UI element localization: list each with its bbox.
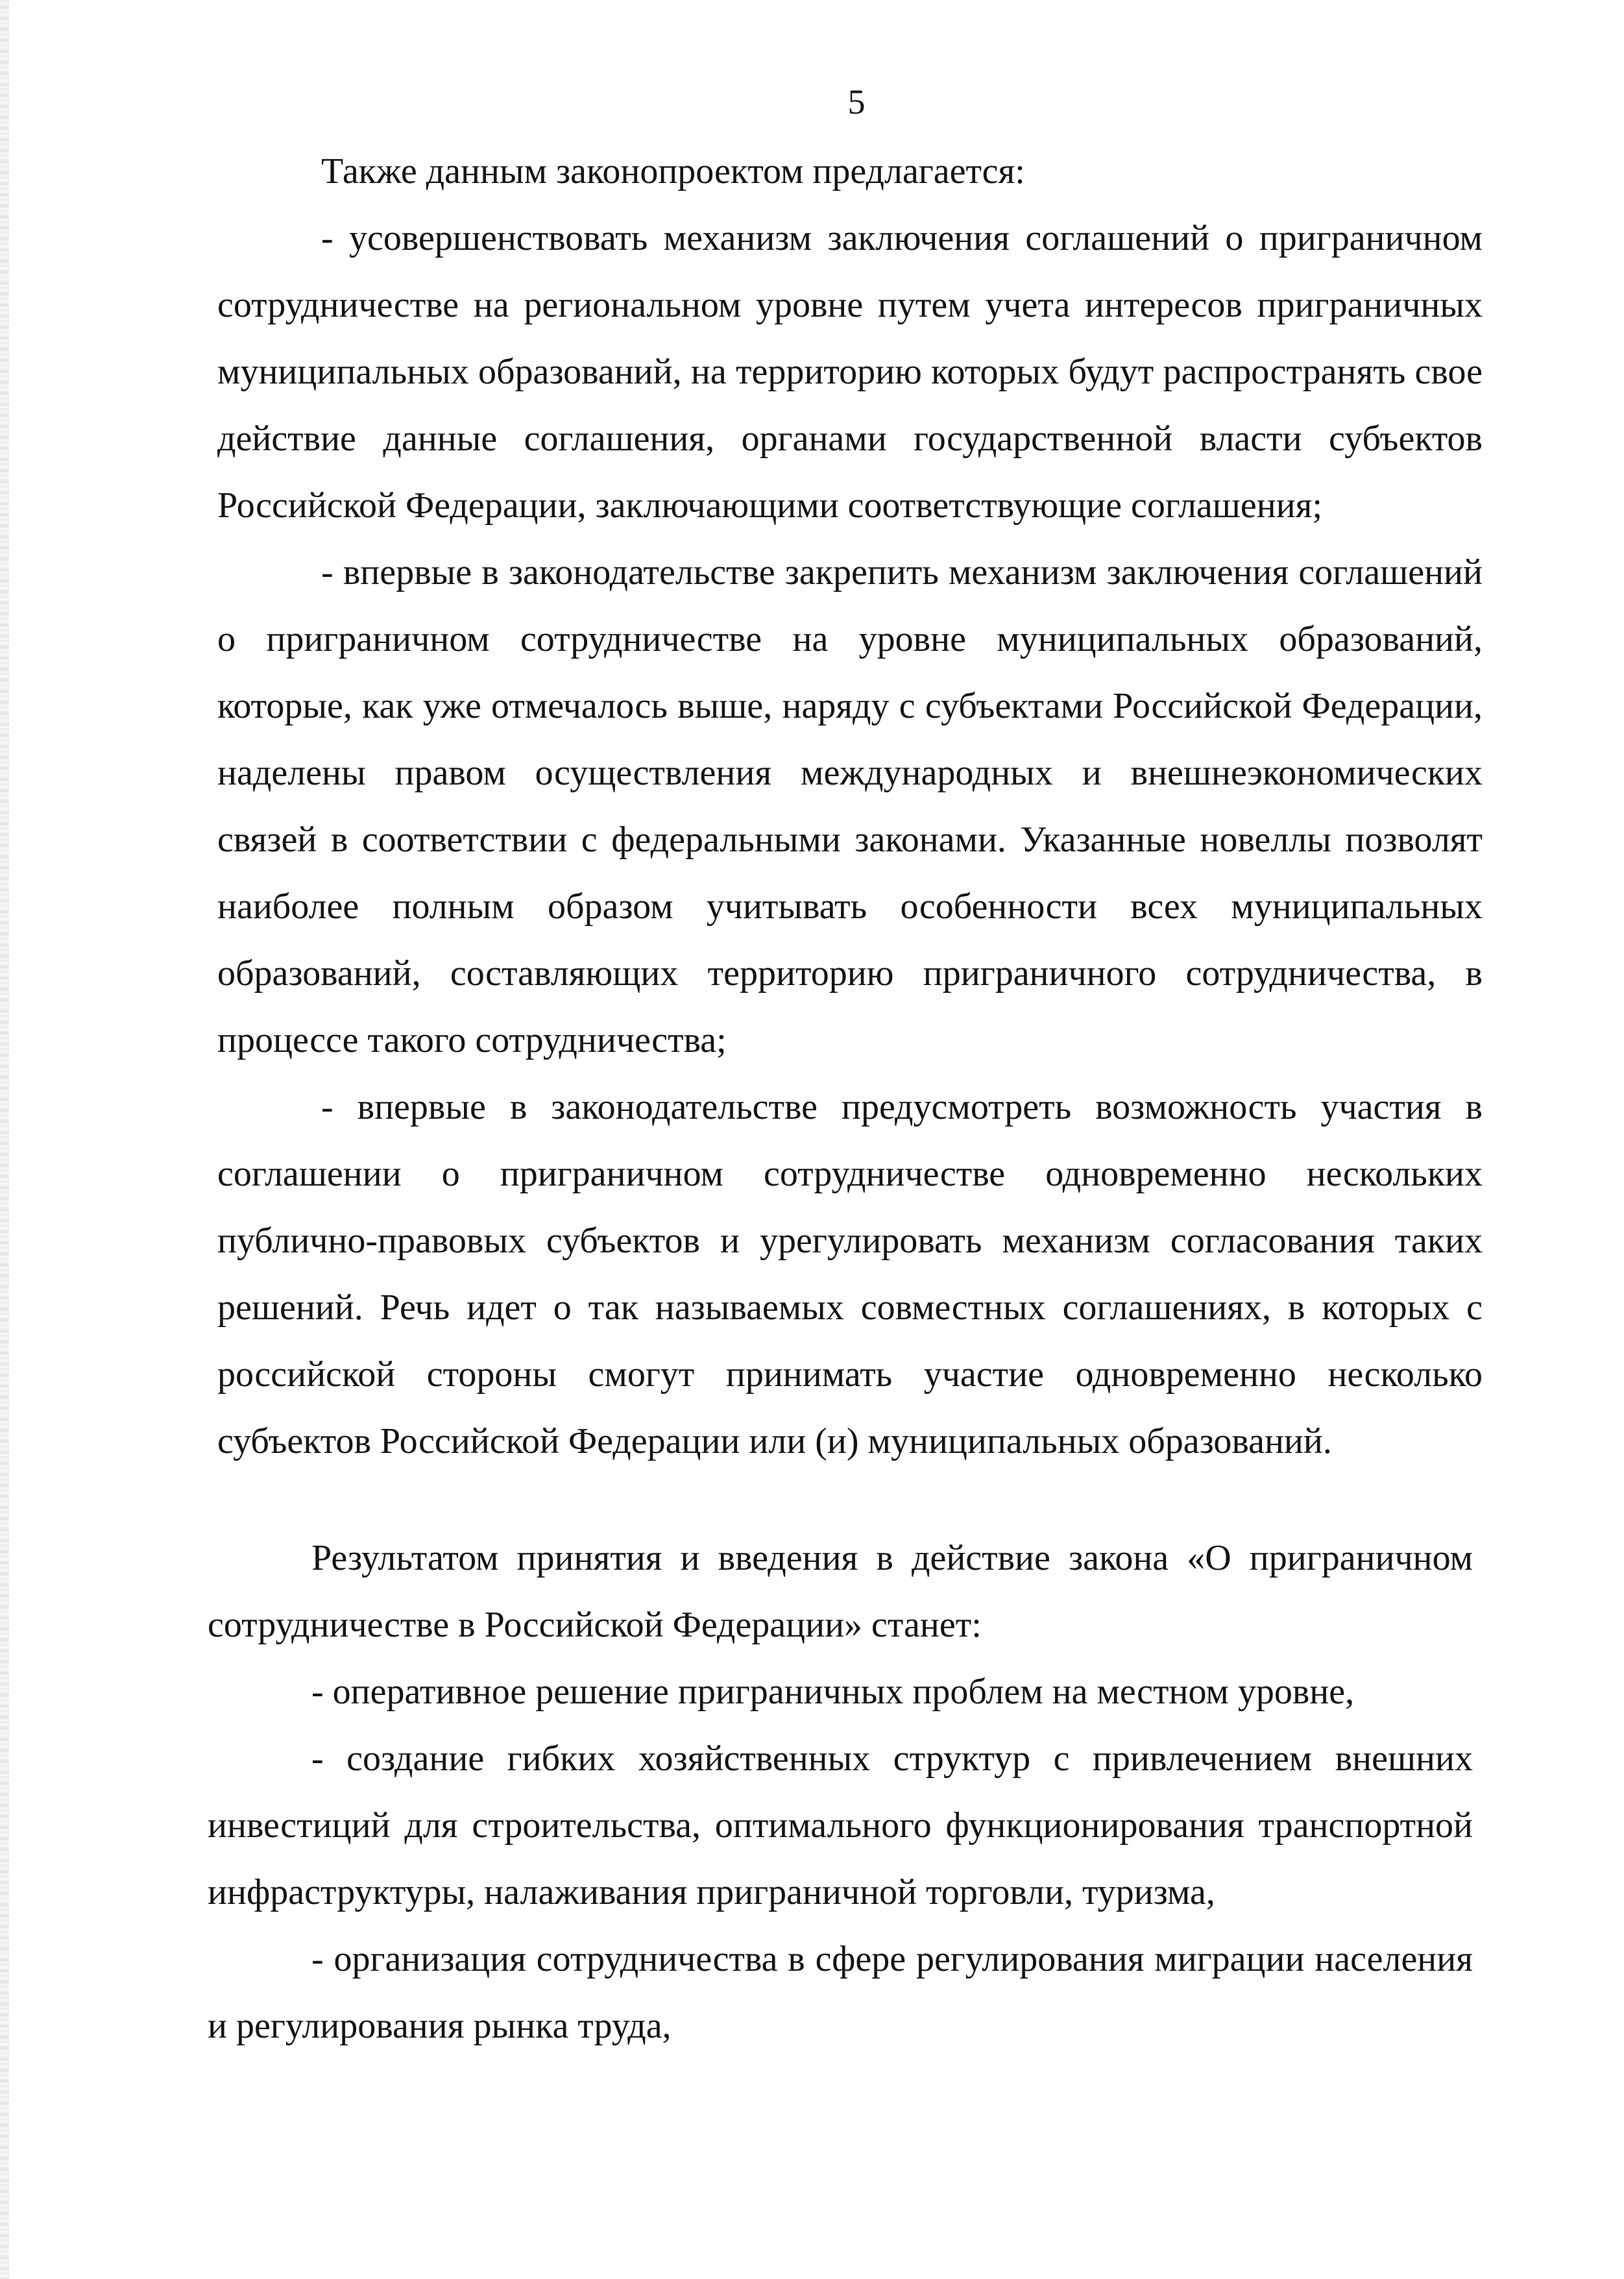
paragraph-result: Результатом принятия и введения в действие закона «О приграничном сотрудничестве в Российской Федерации» станет: (208, 1538, 1473, 1645)
body-text-top (217, 138, 1483, 1475)
paragraph-result-item-1: - оперативное решение приграничных проблем на местном уровне, (311, 1672, 1355, 1712)
page-number: 5 (847, 82, 866, 121)
body-text-bottom (208, 1525, 1473, 2060)
paragraph-item-regional: - усовершенствовать механизм заключения соглашений о приграничном сотрудничестве на региональном уровне путем учета интересов приграничных муниципальных образований, на территорию которых будут распространять свое действие данные соглашения, органами государственной власти субъектов Российской Федерации, заключающими соответствующие соглашения; (217, 218, 1483, 526)
paragraph-item-municipal: - впервые в законодательстве закрепить механизм заключения соглашений о приграничном сотрудничестве на уровне муниципальных образований, которые, как уже отмечалось выше, наряду с субъектами Российской Федерации, наделены правом осуществления международных и внешнеэкономических связей в соответствии с федеральными законами. Указанные новеллы позволят наиболее полным образом учитывать особенности всех муниципальных образований, составляющих территорию приграничного сотрудничества, в процессе такого сотрудничества; (217, 552, 1483, 1060)
paragraph-result-item-2: - создание гибких хозяйственных структур с привлечением внешних инвестиций для строительства, оптимального функционирования транспортной инфраструктуры, налаживания приграничной торговли, туризма, (208, 1738, 1473, 1912)
paragraph-result-item-3: - организация сотрудничества в сфере регулирования миграции населения и регулирования рынка труда, (208, 1939, 1473, 2046)
paragraph-item-joint: - впервые в законодательстве предусмотреть возможность участия в соглашении о приграничном сотрудничестве одновременно нескольких публично-правовых субъектов и урегулировать механизм согласования таких решений. Речь идет о так называемых совместных соглашениях, в которых с российской стороны смогут принимать участие одновременно несколько субъектов Российской Федерации или (и) муниципальных образований. (217, 1087, 1483, 1461)
scan-edge-decoration (0, 0, 9, 2279)
paragraph-intro: Также данным законопроектом предлагается: (321, 151, 1025, 191)
